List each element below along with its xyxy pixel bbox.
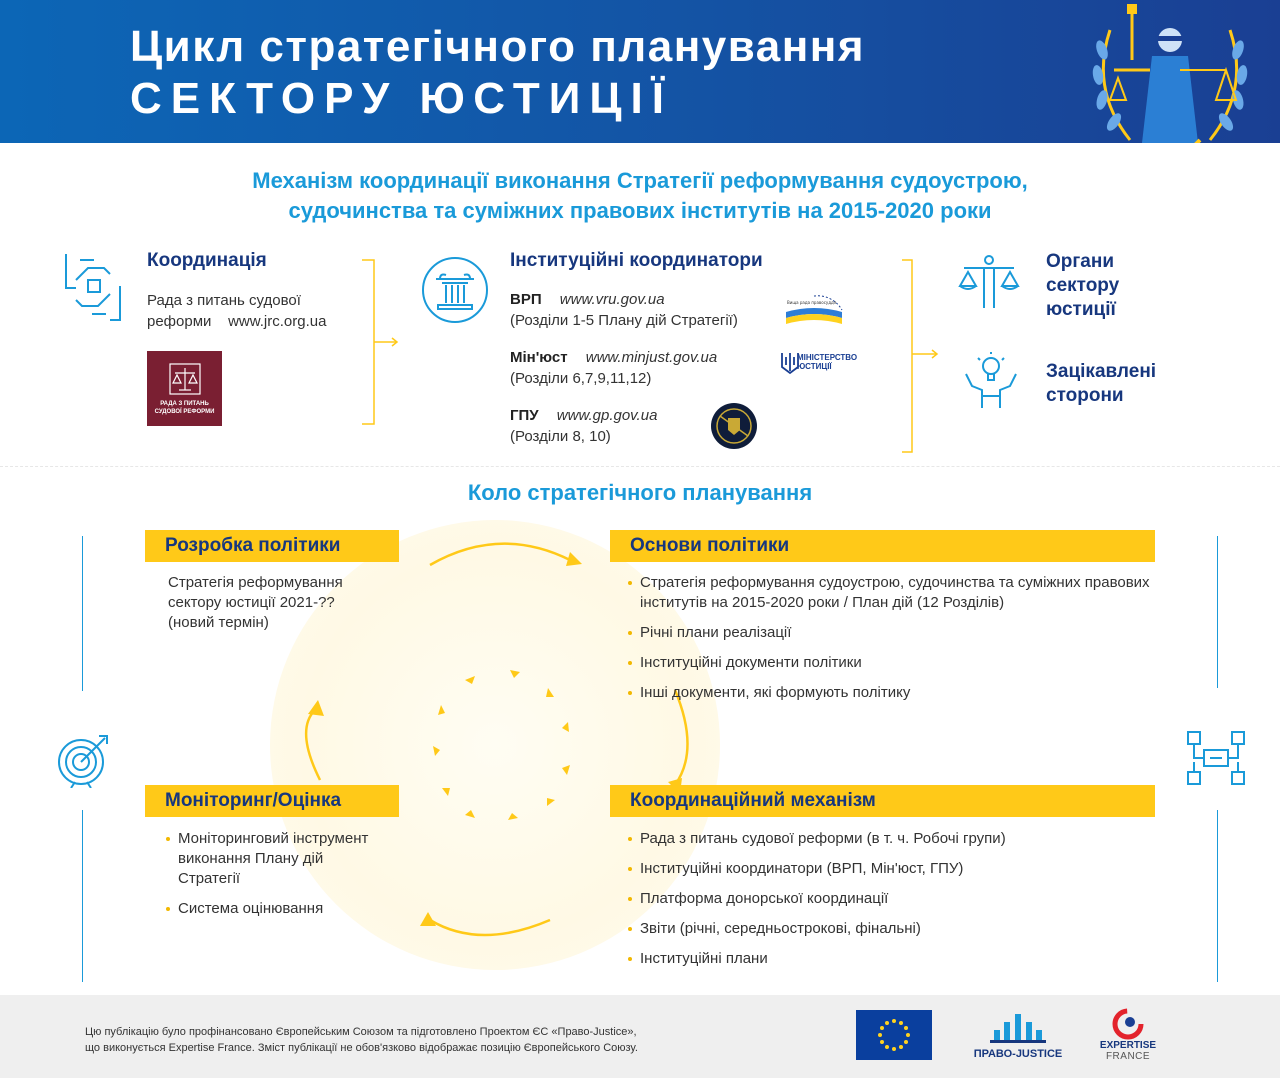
policy-dev-text-line2: сектору юстиції 2021-?? [168,594,335,611]
coordinator-minjust-row [510,349,717,366]
list-item: Система оцінювання [166,899,376,919]
target-icon [55,732,111,788]
coord-mechanism-list [628,829,1168,979]
expertise-france-logo-icon [1112,1008,1144,1040]
left-line-bottom [82,810,83,982]
handshake-icon [60,252,126,322]
policy-dev-text-line3: (новий термін) [168,614,269,631]
coordinator-gpu-abbr: ГПУ [510,407,539,424]
bodies-label-line2: сектору [1046,275,1120,296]
coordinators-heading: Інституційні координатори [510,250,763,271]
interested-label [1046,360,1156,408]
left-line-top [82,536,83,691]
coordination-text-line1: Рада з питань судової [147,292,301,309]
coordinator-minjust-abbr: Мін'юст [510,349,568,366]
coordinator-gpu-row [510,407,657,424]
inner-arrow-ring [433,670,570,820]
monitoring-list [166,829,376,929]
jrc-logo [147,351,222,426]
footer-line1: Цю публікацію було профінансовано Європейським Союзом та підготовлено Проектом ЄС «Право-Justice», [85,1026,637,1038]
list-item: Інституційні документи політики [628,653,1168,673]
ef-label-line2 [1096,1051,1160,1062]
section-divider [0,466,1280,467]
list-item: Річні плани реалізації [628,623,1168,643]
list-item: Інституційні координатори (ВРП, Мін'юст, ГПУ) [628,859,1168,879]
monitoring-label: Моніторинг/Оцінка [145,785,399,817]
gpu-emblem-icon [710,402,758,450]
bracket-arrow-right [900,258,942,454]
list-item: Інституційні плани [628,949,1168,969]
right-line-bottom [1217,810,1218,982]
policy-dev-text [168,573,343,633]
coordination-text-line2: реформи www.jrc.org.ua [147,313,327,330]
pravo-justice-logo-icon [990,1010,1046,1044]
footer-line2: що виконується Expertise France. Зміст публікації не обов'язково відображає позицію Європейського Союзу. [85,1042,638,1054]
list-item: Рада з питань судової реформи (в т. ч. Робочі групи) [628,829,1168,849]
expertise-france-label [1096,1040,1160,1062]
lightbulb-person-icon [962,352,1020,410]
list-item: Стратегія реформування судоустрою, судочинства та суміжних правових інститутів на 2015-2020 роки / План дій (12 Розділів) [628,573,1168,613]
jrc-logo-text: РАДА З ПИТАНЬ СУДОВОЇ РЕФОРМИ [154,401,215,415]
page-title-line2: СЕКТОРУ ЮСТИЦІЇ [130,74,673,123]
footer-disclaimer [85,1024,638,1056]
ef-label-line1: EXPERTISE [1099,1040,1157,1051]
coordinator-vrp-row [510,291,665,308]
list-item: Інші документи, які формують політику [628,683,1168,703]
ef-label-line2-text: FRANCE [1105,1051,1151,1062]
interested-label-line2: сторони [1046,385,1124,406]
pravo-justice-label: ПРАВО-JUSTICE [973,1048,1063,1060]
subtitle-line2: судочинства та суміжних правових інститутів на 2015-2020 роки [288,198,992,223]
bodies-label-line3: юстиції [1046,299,1116,320]
list-item: Моніторинговий інструмент виконання Плану дій Стратегії [166,829,376,889]
minjust-logo-text: МІНІСТЕРСТВО ЮСТИЦІЇ [797,353,858,371]
coordinator-vrp-abbr: ВРП [510,291,542,308]
interested-label-line1: Зацікавлені [1046,361,1157,382]
themis-icon [1070,0,1270,143]
vrp-logo [784,294,844,326]
policy-basis-label: Основи політики [610,530,1155,562]
justice-scales-icon [958,254,1020,310]
cycle-title: Коло стратегічного планування [467,480,813,505]
page-title-line1: Цикл стратегічного планування [130,22,866,71]
coordinator-vrp-sections: (Розділи 1-5 Плану дій Стратегії) [510,312,738,329]
bodies-label [1046,250,1119,322]
coordinator-minjust-sections: (Розділи 6,7,9,11,12) [510,370,652,387]
list-item: Звіти (річні, середньострокові, фінальні) [628,919,1168,939]
coordinator-gpu-url[interactable]: www.gp.gov.ua [556,407,658,424]
subtitle-line1: Механізм координації виконання Стратегії реформування судоустрою, [252,168,1028,193]
coordinator-vrp-url[interactable]: www.vru.gov.ua [559,291,665,308]
eu-flag-icon [856,1010,932,1060]
right-line-top [1217,536,1218,688]
coordinator-gpu-sections: (Розділи 8, 10) [510,428,611,445]
network-icon [1186,730,1246,786]
coordinator-minjust-url[interactable]: www.minjust.gov.ua [585,349,718,366]
bodies-label-line1: Органи [1046,251,1115,272]
scales-icon [169,363,201,395]
policy-basis-list [628,573,1168,713]
vrp-logo-text: Вища рада правосуддя [787,300,837,305]
bracket-arrow-left [360,258,402,426]
list-item: Платформа донорської координації [628,889,1168,909]
column-icon [420,255,490,325]
coord-mechanism-label: Координаційний механізм [610,785,1155,817]
header-banner [0,0,1280,143]
coordination-heading: Координація [147,250,267,271]
policy-dev-text-line1: Стратегія реформування [168,574,343,591]
policy-dev-label: Розробка політики [145,530,399,562]
